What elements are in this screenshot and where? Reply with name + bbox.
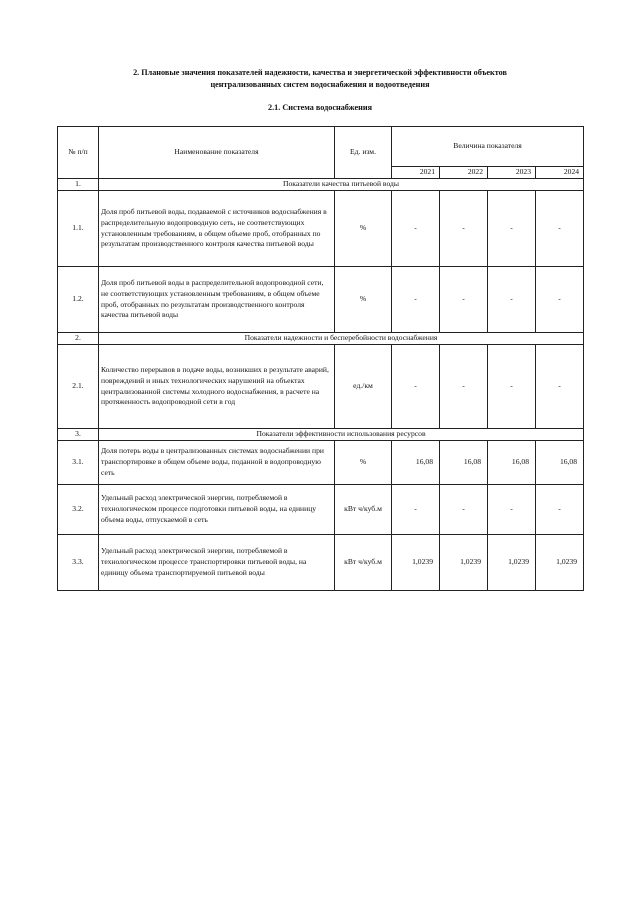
section-num: 1. [58, 179, 99, 191]
row-unit: % [335, 191, 392, 267]
row-num: 3.3. [58, 535, 99, 591]
header-year-2021: 2021 [392, 167, 440, 179]
row-value-2023: 1,0239 [488, 535, 536, 591]
row-value-2023: - [488, 267, 536, 333]
row-value-2021: - [392, 267, 440, 333]
header-name: Наименование показателя [99, 127, 335, 179]
row-value-2022: 16,08 [440, 441, 488, 485]
row-value-2022: - [440, 191, 488, 267]
section-title: Показатели эффективности использования ресурсов [99, 429, 584, 441]
row-value-2021: - [392, 345, 440, 429]
table-row [58, 535, 584, 591]
header-year-2024: 2024 [536, 167, 584, 179]
row-value-2023: - [488, 485, 536, 535]
row-name: Доля потерь воды в централизованных системах водоснабжении при транспортировке в общем объеме воды, поданной в водопроводную сеть [99, 441, 335, 485]
heading-line-2: централизованных систем водоснабжения и водоотведения [210, 80, 430, 89]
row-unit: % [335, 267, 392, 333]
section-row [58, 333, 584, 345]
row-name: Количество перерывов в подаче воды, возникших в результате аварий, повреждений и иных технологических нарушений на объектах централизованной системы холодного водоснабжения, в расчете на протяженность водопроводной сети в год [99, 345, 335, 429]
row-value-2022: - [440, 345, 488, 429]
row-name: Доля проб питьевой воды в распределительной водопроводной сети, не соответствующих установленным требованиям, в общем объеме проб, отобранных по результатам производственного контроля качества питьевой воды [99, 267, 335, 333]
row-num: 2.1. [58, 345, 99, 429]
row-name: Удельный расход электрической энергии, потребляемой в технологическом процессе подготовки питьевой воды, на единицу объема воды, отпускаемой в сеть [99, 485, 335, 535]
row-value-2021: 1,0239 [392, 535, 440, 591]
section-row [58, 429, 584, 441]
row-num: 1.2. [58, 267, 99, 333]
section-num: 2. [58, 333, 99, 345]
header-year-2022: 2022 [440, 167, 488, 179]
row-value-2023: - [488, 345, 536, 429]
header-year-2023: 2023 [488, 167, 536, 179]
row-value-2021: - [392, 191, 440, 267]
header-num: № п/п [58, 127, 99, 179]
row-value-2021: 16,08 [392, 441, 440, 485]
table-row [58, 485, 584, 535]
row-name: Удельный расход электрической энергии, потребляемой в технологическом процессе транспортировки питьевой воды, на единицу объема транспортируемой питьевой воды [99, 535, 335, 591]
header-value-group: Величина показателя [392, 127, 584, 167]
heading-line-1: 2. Плановые значения показателей надежности, качества и энергетической эффективности объектов [133, 68, 507, 77]
row-name: Доля проб питьевой воды, подаваемой с источников водоснабжения в распределительную водопроводную сеть, не соответствующих установленным требованиям, в общем объеме проб, отобранных по результатам производственного контроля качества питьевой воды [99, 191, 335, 267]
document-heading [70, 67, 570, 91]
row-value-2022: - [440, 485, 488, 535]
row-num: 1.1. [58, 191, 99, 267]
indicators-table [57, 126, 584, 591]
row-value-2021: - [392, 485, 440, 535]
row-unit: кВт ч/куб.м [335, 485, 392, 535]
table-row [58, 191, 584, 267]
row-value-2024: - [536, 191, 584, 267]
row-value-2022: - [440, 267, 488, 333]
header-unit: Ед. изм. [335, 127, 392, 179]
table-row [58, 345, 584, 429]
row-value-2024: - [536, 267, 584, 333]
row-value-2024: 1,0239 [536, 535, 584, 591]
section-title: Показатели качества питьевой воды [99, 179, 584, 191]
row-value-2024: - [536, 485, 584, 535]
row-num: 3.1. [58, 441, 99, 485]
section-title: Показатели надежности и бесперебойности водоснабжения [99, 333, 584, 345]
table-row [58, 441, 584, 485]
section-row [58, 179, 584, 191]
table-row [58, 267, 584, 333]
row-num: 3.2. [58, 485, 99, 535]
section-subheading: 2.1. Система водоснабжения [267, 103, 373, 112]
section-num: 3. [58, 429, 99, 441]
row-value-2024: - [536, 345, 584, 429]
row-value-2023: - [488, 191, 536, 267]
row-value-2024: 16,08 [536, 441, 584, 485]
row-unit: кВт ч/куб.м [335, 535, 392, 591]
row-value-2023: 16,08 [488, 441, 536, 485]
row-unit: ед./км [335, 345, 392, 429]
row-value-2022: 1,0239 [440, 535, 488, 591]
row-unit: % [335, 441, 392, 485]
